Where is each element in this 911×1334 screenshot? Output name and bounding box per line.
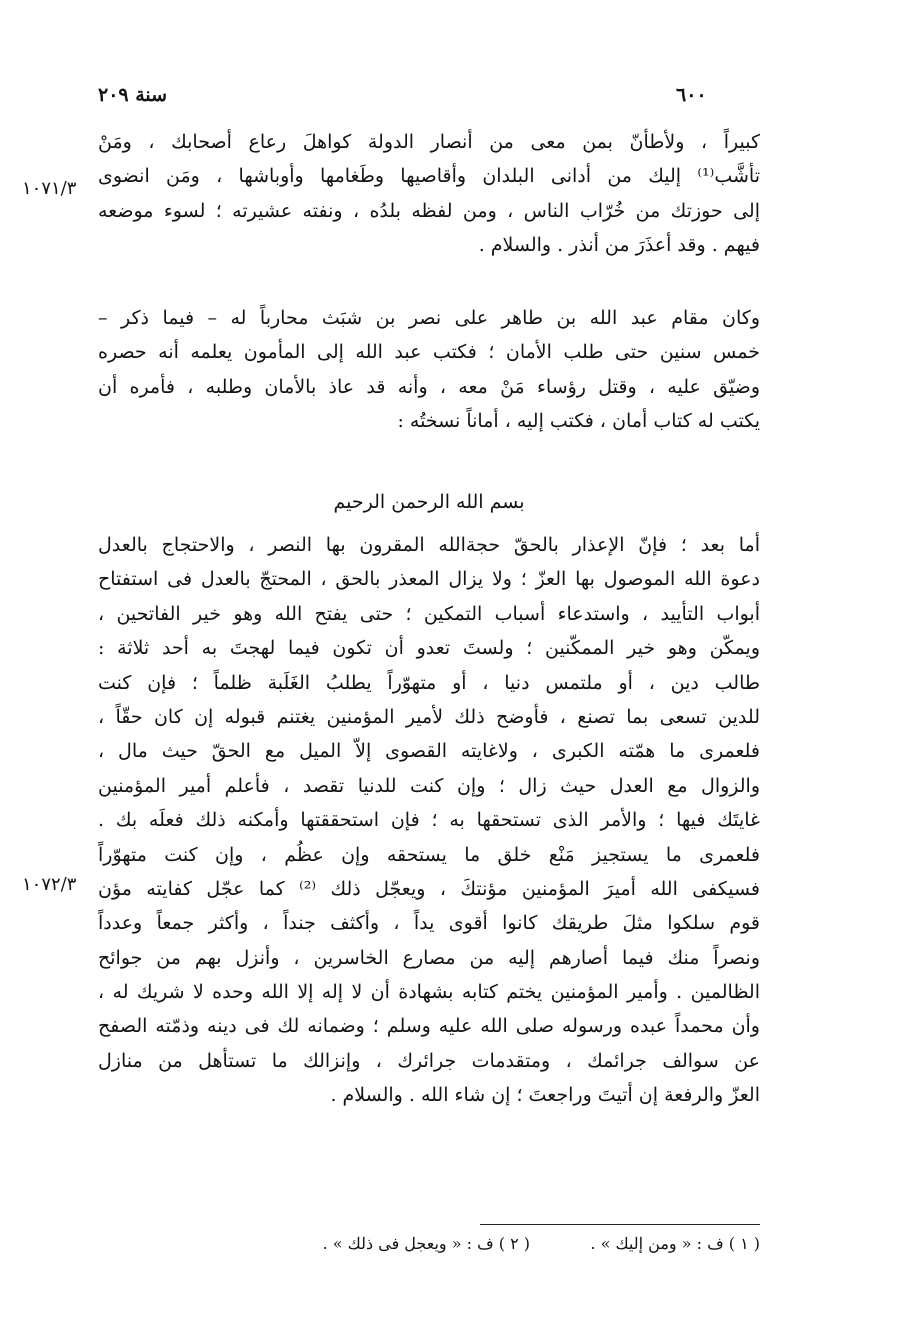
text-line: وضيّق عليه ، وقتل رؤساء مَنْ معه ، وأنه قد عاذ بالأمان وطلبه ، فأمره أن (98, 375, 760, 398)
text-line: عن سوالف جرائمك ، ومتقدمات جرائرك ، وإنزالك ما تستأهل من منازل (98, 1049, 760, 1072)
text-line: قوم سلكوا مثلَ طريقك كانوا أقوى يداً ، وأكثف جنداً ، وأكثر جمعاً وعدداً (98, 912, 760, 935)
text-line: فلعمرى ما يستجيز مَنْع خلق ما يستحقه وإن عظُم ، وإن كنت متهوّراً (98, 843, 760, 866)
paragraph-2 (98, 301, 760, 439)
basmala-heading (98, 485, 760, 519)
text-line: فيهم . وقد أعذَرَ من أنذر . والسلام . (478, 234, 760, 257)
text-line: خمس سنين حتى طلب الأمان ؛ فكتب عبد الله إلى المأمون يعلمه أنه حصره (98, 341, 760, 364)
basmala-text: بسم الله الرحمن الرحيم (333, 491, 525, 513)
text-line: يكتب له كتاب أمان ، فكتب إليه ، أماناً نسختُه : (397, 410, 760, 433)
margin-reference-1: ١٠٧١/٣ (22, 178, 77, 199)
paragraph-1 (98, 125, 760, 263)
footnote-1: ( ١ ) ف : « ومن إليك » . (590, 1234, 760, 1253)
margin-reference-2: ١٠٧٢/٣ (22, 874, 77, 895)
text-line: إلى حوزتك من خُرّاب الناس ، ومن لفظه بلدُه ، ونفته عشيرته ؛ لسوء موضعه (98, 199, 760, 222)
text-line: ويمكّن وهو خير الممكّنين ؛ ولستَ تعدو أن تكون فيما لهجتَ به أحد ثلاثة : (98, 637, 760, 660)
text-line: طالب دين ، أو ملتمس دنيا ، أو متهوّراً يطلبُ الغَلَبة ظلماً ؛ فإن كنت (98, 671, 760, 694)
text-line: أما بعد ؛ فإنّ الإعذار بالحقّ حجةالله المقرون بها النصر ، والاحتجاج بالعدل (98, 534, 760, 556)
text-line: وأن محمداً عبده ورسوله صلى الله عليه وسلم ؛ وضمانه لك فى دينه وذمّته الصفح (98, 1015, 760, 1038)
text-line: دعوة الله الموصول بها العزّ ؛ ولا يزال المعذر بالحق ، المحتجّ بالعدل فى استفتاح (98, 568, 760, 591)
text-line: فسيكفى الله أميرَ المؤمنين مؤنتكَ ، ويعجّل ذلك ⁽²⁾ كما عجّل كفايته مؤن (98, 877, 760, 900)
text-line: فلعمرى ما همّته الكبرى ، ولاغايته القصوى إلاّ الميل مع الحقّ حيث مال ، (98, 740, 760, 763)
text-line: كبيراً ، ولأطأنّ بمن معى من أنصار الدولة كواهلَ رعاع أصحابك ، ومَنْ (98, 131, 760, 153)
text-line: غايتَك فيها ؛ والأمر الذى تستحقها به ؛ فإن استحققتها وأمكنه ذلك فعلَه بك . (98, 809, 760, 832)
text-line: تأشَّب⁽¹⁾ إليك من أدانى البلدان وأقاصيها وطَغامها وأوباشها ، ومَن انضوى (98, 165, 760, 188)
text-line: وكان مقام عبد الله بن طاهر على نصر بن شبَث محارباً له – فيما ذكر – (98, 307, 760, 329)
page-number: ٦٠٠ (676, 84, 707, 106)
paragraph-3-letter (98, 528, 760, 1113)
text-line: الظالمين . وأمير المؤمنين يختم كتابه بشهادة أن لا إله إلا الله وحده لا شريك له ، (98, 981, 760, 1004)
footnote-divider (480, 1224, 760, 1225)
text-line: أبواب التأييد ، واستدعاء أسباب التمكين ؛ حتى يفتح الله وهو خير الفاتحين ، (98, 602, 760, 625)
text-line: العزّ والرفعة إن أتيتَ وراجعتَ ؛ إن شاء الله . والسلام . (330, 1084, 760, 1107)
text-line: للدين تسعى بما تصنع ، فأوضح ذلك لأمير المؤمنين يغتنم قبوله إن كان حقّاً ، (98, 705, 760, 728)
text-line: والزوال مع العدل حيث زال ؛ وإن كنت للدنيا تقصد ، فأعلم أمير المؤمنين (98, 774, 760, 797)
text-line: ونصراً منك فيما أصارهم إليه من مصارع الخاسرين ، وأنزل بهم من جوائح (98, 946, 760, 969)
footnote-2: ( ٢ ) ف : « ويعجل فى ذلك » . (322, 1234, 530, 1253)
page-year-header: سنة ٢٠٩ (98, 84, 168, 106)
